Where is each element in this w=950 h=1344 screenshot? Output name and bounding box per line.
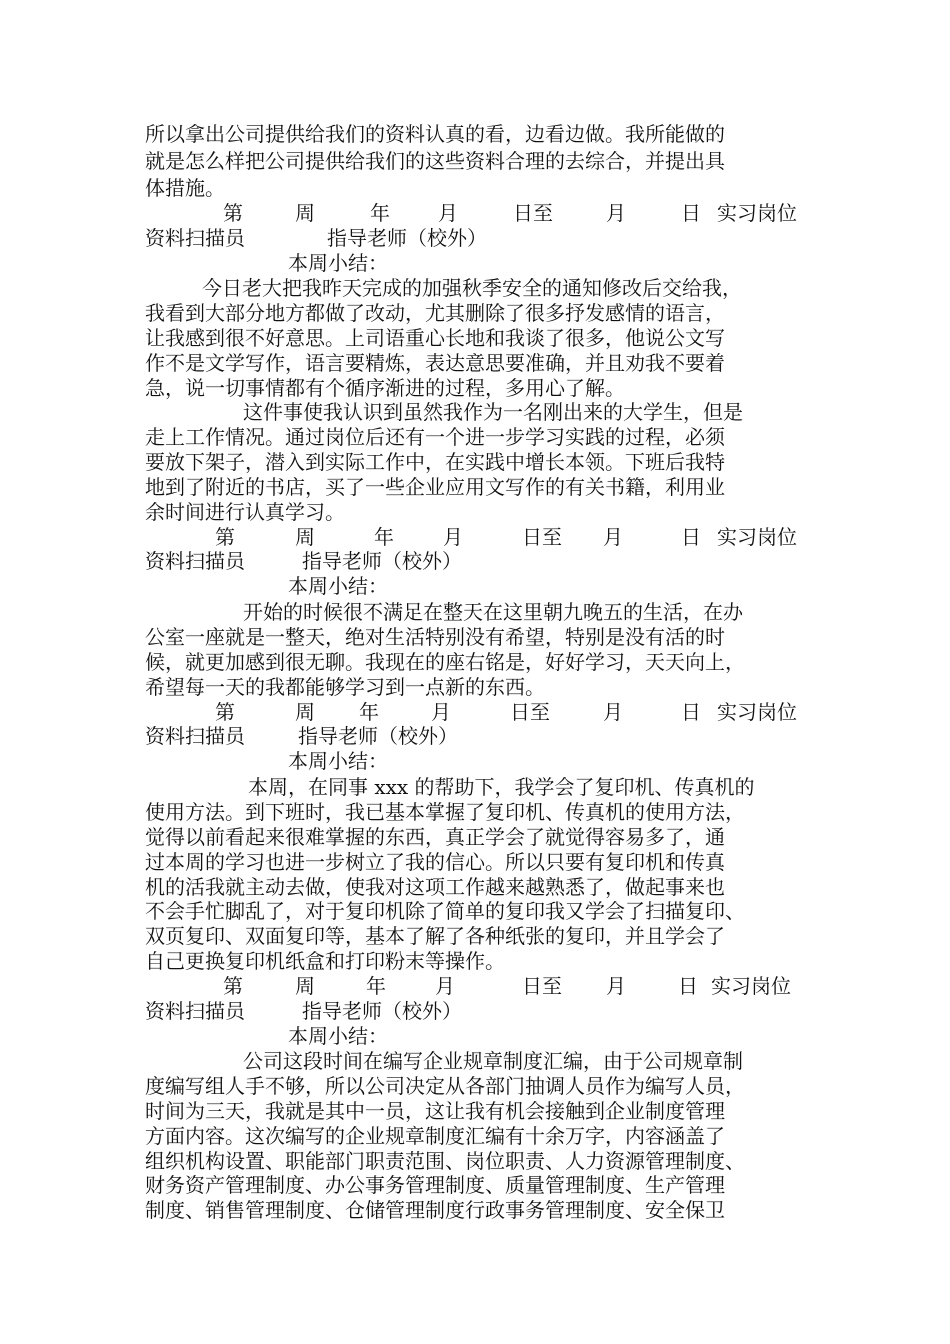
month-label: 月 bbox=[443, 525, 463, 549]
day-from-label: 日至 bbox=[522, 525, 562, 549]
teacher-label: 指导老师（校外） bbox=[327, 226, 487, 250]
teacher-label: 指导老师（校外） bbox=[302, 999, 462, 1023]
year-label: 年 bbox=[366, 974, 386, 998]
day-from-label: 日至 bbox=[510, 700, 550, 724]
text-line: 余时间进行认真学习。 bbox=[145, 500, 345, 524]
text-line: 就是怎么样把公司提供给我们的这些资料合理的去综合，并提出具 bbox=[145, 149, 725, 173]
weekly-summary-label: 本周小结： bbox=[288, 251, 388, 275]
week-label-di: 第 bbox=[215, 525, 235, 549]
text-line: 要放下架子，潜入到实际工作中，在实践中增长本领。下班后我特 bbox=[145, 450, 725, 474]
month-label: 月 bbox=[438, 201, 458, 225]
internship-post-value: 资料扫描员 bbox=[145, 226, 245, 250]
post-teacher-line bbox=[145, 549, 825, 573]
text-line: 双页复印、双面复印等，基本了解了各种纸张的复印，并且学会了 bbox=[145, 924, 725, 948]
text-line: 我看到大部分地方都做了改动，尤其删除了很多抒发感情的语言， bbox=[145, 301, 725, 325]
text-line: 不会手忙脚乱了，对于复印机除了简单的复印我又学会了扫描复印、 bbox=[145, 899, 745, 923]
text-line: 今日老大把我昨天完成的加强秋季安全的通知修改后交给我， bbox=[202, 276, 742, 300]
text-line: 公室一座就是一整天，绝对生活特别没有希望，特别是没有活的时 bbox=[145, 625, 725, 649]
week-label-zhou: 周 bbox=[295, 525, 315, 549]
post-teacher-line bbox=[145, 226, 825, 250]
text-line: 公司这段时间在编写企业规章制度汇编，由于公司规章制 bbox=[243, 1049, 743, 1073]
internship-post-label: 实习岗位 bbox=[717, 201, 797, 225]
internship-post-value: 资料扫描员 bbox=[145, 724, 245, 748]
post-teacher-line bbox=[145, 724, 825, 748]
year-label: 年 bbox=[374, 525, 394, 549]
text-line: 候，就更加感到很无聊。我现在的座右铭是，好好学习，天天向上， bbox=[145, 650, 745, 674]
internship-post-label: 实习岗位 bbox=[717, 700, 797, 724]
text-line: 度编写组人手不够，所以公司决定从各部门抽调人员作为编写人员， bbox=[145, 1074, 745, 1098]
week-date-header bbox=[145, 201, 825, 225]
day-to-label: 日 bbox=[681, 700, 701, 724]
text-line: 本周，在同事 xxx 的帮助下，我学会了复印机、传真机的 bbox=[248, 775, 755, 799]
text-line: 自己更换复印机纸盒和打印粉末等操作。 bbox=[145, 949, 505, 973]
week-label-di: 第 bbox=[223, 974, 243, 998]
internship-post-label: 实习岗位 bbox=[711, 974, 791, 998]
day-to-label: 日 bbox=[678, 974, 698, 998]
month-to-label: 月 bbox=[606, 201, 626, 225]
text-line: 机的活我就主动去做，使我对这项工作越来越熟悉了，做起事来也 bbox=[145, 875, 725, 899]
text-line: 方面内容。这次编写的企业规章制度汇编有十余万字，内容涵盖了 bbox=[145, 1124, 725, 1148]
day-to-label: 日 bbox=[681, 201, 701, 225]
week-label-zhou: 周 bbox=[295, 974, 315, 998]
month-label: 月 bbox=[435, 974, 455, 998]
month-label: 月 bbox=[431, 700, 451, 724]
internship-post-label: 实习岗位 bbox=[717, 525, 797, 549]
text-line: 急，说一切事情都有个循序渐进的过程，多用心了解。 bbox=[145, 376, 625, 400]
day-to-label: 日 bbox=[681, 525, 701, 549]
text-line: 地到了附近的书店，买了一些企业应用文写作的有关书籍，利用业 bbox=[145, 475, 725, 499]
text-line: 希望每一天的我都能够学习到一点新的东西。 bbox=[145, 675, 545, 699]
month-to-label: 月 bbox=[603, 700, 623, 724]
week-label-zhou: 周 bbox=[295, 700, 315, 724]
year-label: 年 bbox=[370, 201, 390, 225]
year-label: 年 bbox=[359, 700, 379, 724]
text-line: 制度、销售管理制度、仓储管理制度行政事务管理制度、安全保卫 bbox=[145, 1198, 725, 1222]
week-label-di: 第 bbox=[215, 700, 235, 724]
text-line: 财务资产管理制度、办公事务管理制度、质量管理制度、生产管理 bbox=[145, 1173, 725, 1197]
week-date-header bbox=[145, 525, 825, 549]
weekly-summary-label: 本周小结： bbox=[288, 749, 388, 773]
text-line: 开始的时候很不满足在整天在这里朝九晚五的生活，在办 bbox=[243, 600, 743, 624]
text-line: 作不是文学写作，语言要精炼，表达意思要准确，并且劝我不要着 bbox=[145, 351, 725, 375]
week-date-header bbox=[145, 700, 825, 724]
weekly-summary-label: 本周小结： bbox=[288, 1024, 388, 1048]
day-from-label: 日至 bbox=[513, 201, 553, 225]
day-from-label: 日至 bbox=[522, 974, 562, 998]
month-to-label: 月 bbox=[603, 525, 623, 549]
internship-post-value: 资料扫描员 bbox=[145, 549, 245, 573]
week-date-header bbox=[145, 974, 825, 998]
text-line: 所以拿出公司提供给我们的资料认真的看，边看边做。我所能做的 bbox=[145, 122, 725, 146]
text-line: 时间为三天，我就是其中一员，这让我有机会接触到企业制度管理 bbox=[145, 1099, 725, 1123]
text-line: 觉得以前看起来很难掌握的东西，真正学会了就觉得容易多了，通 bbox=[145, 825, 725, 849]
text-line: 组织机构设置、职能部门职责范围、岗位职责、人力资源管理制度、 bbox=[145, 1149, 745, 1173]
text-line: 过本周的学习也进一步树立了我的信心。所以只要有复印机和传真 bbox=[145, 850, 725, 874]
text-line: 体措施。 bbox=[145, 176, 225, 200]
weekly-summary-label: 本周小结： bbox=[288, 574, 388, 598]
teacher-label: 指导老师（校外） bbox=[298, 724, 458, 748]
text-line: 让我感到很不好意思。上司语重心长地和我谈了很多，他说公文写 bbox=[145, 326, 725, 350]
post-teacher-line bbox=[145, 999, 825, 1023]
week-label-zhou: 周 bbox=[295, 201, 315, 225]
teacher-label: 指导老师（校外） bbox=[302, 549, 462, 573]
text-line: 使用方法。到下班时，我已基本掌握了复印机、传真机的使用方法， bbox=[145, 800, 745, 824]
text-line: 这件事使我认识到虽然我作为一名刚出来的大学生，但是 bbox=[243, 400, 743, 424]
week-label-di: 第 bbox=[223, 201, 243, 225]
text-line: 走上工作情况。通过岗位后还有一个进一步学习实践的过程，必须 bbox=[145, 425, 725, 449]
month-to-label: 月 bbox=[606, 974, 626, 998]
internship-post-value: 资料扫描员 bbox=[145, 999, 245, 1023]
